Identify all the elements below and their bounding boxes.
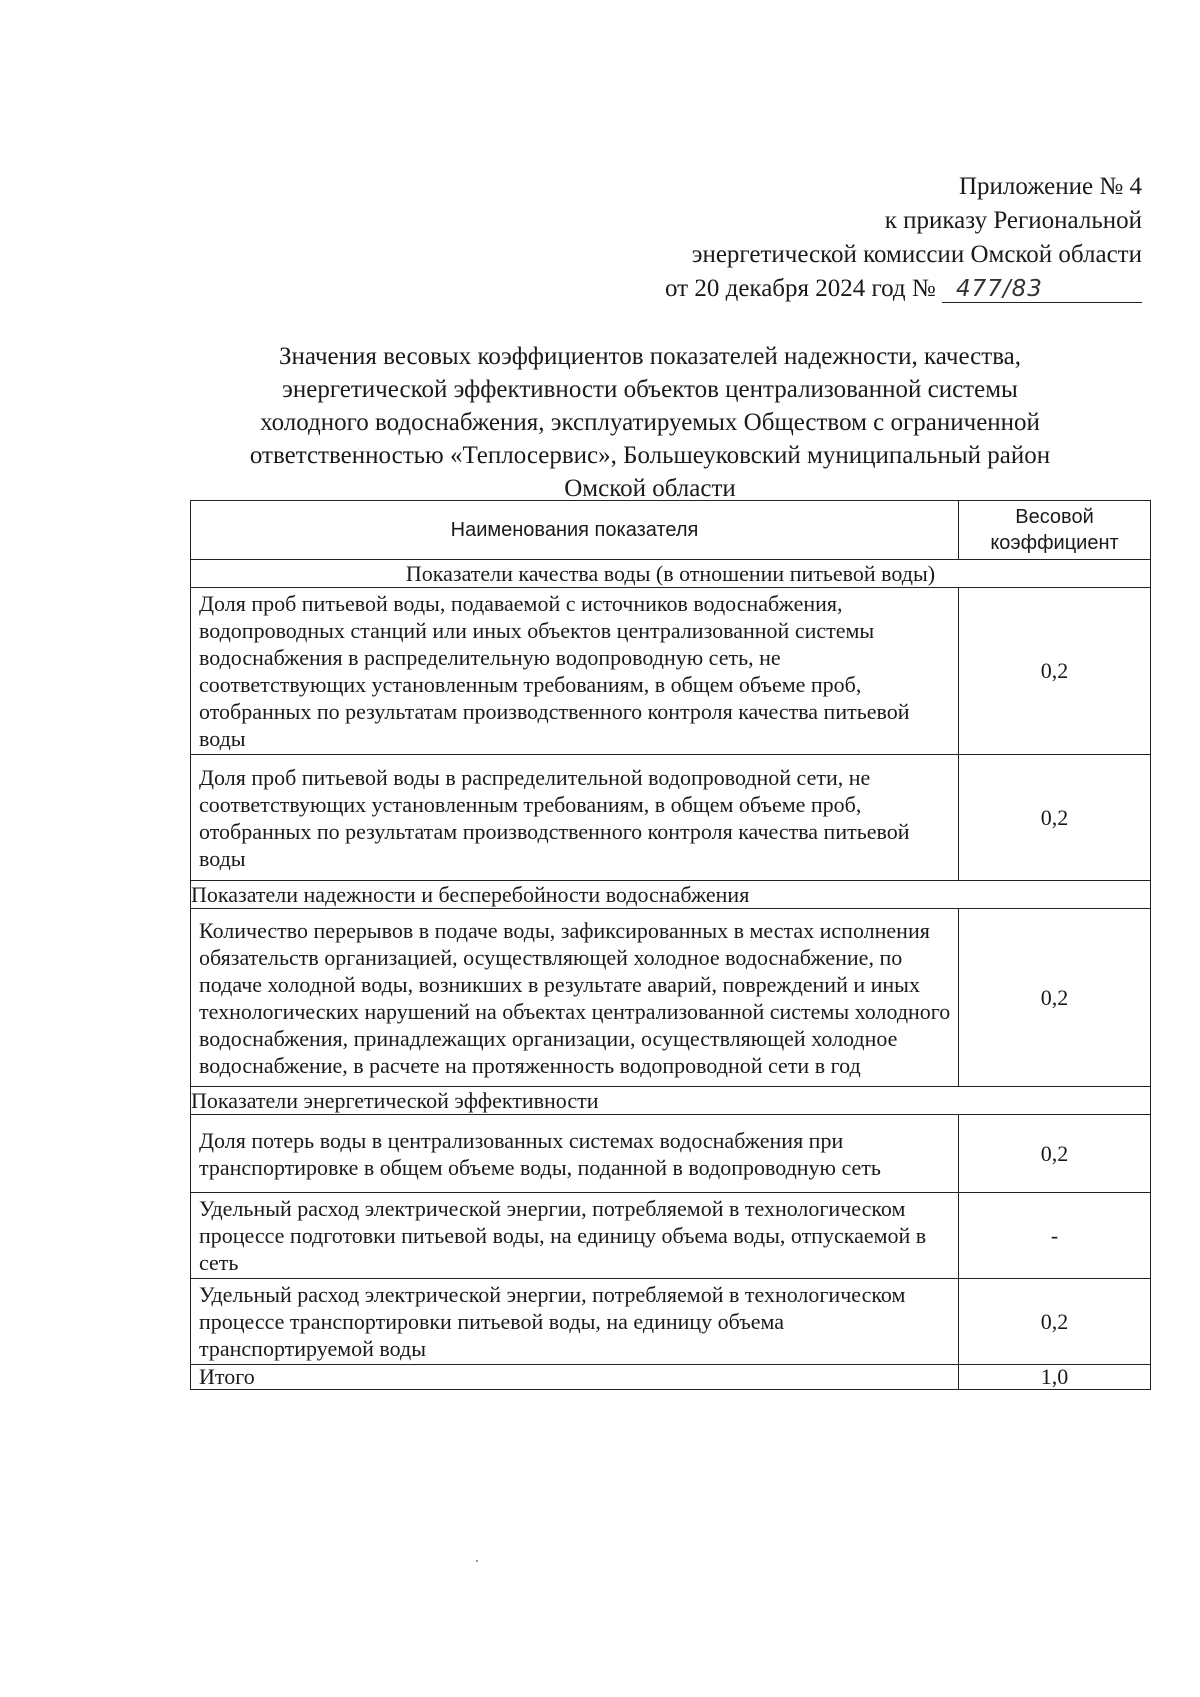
indicator-weight: -	[959, 1193, 1151, 1279]
section-row-reliability	[191, 881, 1151, 909]
section-title: Показатели надежности и бесперебойности водоснабжения	[191, 881, 1151, 909]
table-row	[191, 588, 1151, 755]
weights-table	[190, 500, 1151, 1390]
indicator-name: Доля потерь воды в централизованных системах водоснабжения при транспортировке в общем объеме воды, поданной в водопроводную сеть	[191, 1115, 959, 1193]
title-line-4: ответственностью «Теплосервис», Большеуковский муниципальный район	[249, 442, 1051, 469]
indicator-weight: 0,2	[959, 1115, 1151, 1193]
title-line-5: Омской области	[564, 475, 736, 502]
total-row	[191, 1365, 1151, 1390]
column-header-weight: Весовой коэффициент	[959, 501, 1151, 560]
indicator-weight: 0,2	[959, 588, 1151, 755]
indicator-weight: 0,2	[959, 1279, 1151, 1365]
indicator-name: Количество перерывов в подаче воды, зафиксированных в местах исполнения обязательств организацией, осуществляющей холодное водоснабжение, по подаче холодной воды, возникших в результате аварий, повреждений и иных технологических нарушений на объектах централизованной системы холодного водоснабжения, принадлежащих организации, осуществляющей холодное водоснабжение, в расчете на протяженность водопроводной сети в год	[191, 909, 959, 1087]
table-row	[191, 1193, 1151, 1279]
section-row-energy-efficiency	[191, 1087, 1151, 1115]
indicator-name: Доля проб питьевой воды в распределительной водопроводной сети, не соответствующих установленным требованиям, в общем объеме проб, отобранных по результатам производственного контроля качества питьевой воды	[191, 755, 959, 881]
indicator-weight: 0,2	[959, 909, 1151, 1087]
appendix-date-line	[582, 272, 1142, 306]
total-label: Итого	[191, 1365, 959, 1390]
table-row	[191, 1279, 1151, 1365]
table-header-row	[191, 501, 1151, 560]
title-line-1: Значения весовых коэффициентов показателей надежности, качества,	[278, 343, 1022, 370]
order-number-handwritten: 477/83	[942, 276, 1142, 303]
section-title: Показатели качества воды (в отношении питьевой воды)	[191, 560, 1151, 588]
appendix-number: Приложение № 4	[958, 173, 1142, 200]
document-title	[210, 340, 1090, 505]
scan-speck	[476, 1560, 478, 1562]
table-row	[191, 755, 1151, 881]
appendix-date: от 20 декабря 2024 год №	[665, 275, 936, 302]
table-row	[191, 909, 1151, 1087]
indicator-name: Удельный расход электрической энергии, потребляемой в технологическом процессе транспортировки питьевой воды, на единицу объема транспортируемой воды	[191, 1279, 959, 1365]
total-value: 1,0	[959, 1365, 1151, 1390]
indicator-name: Удельный расход электрической энергии, потребляемой в технологическом процессе подготовки питьевой воды, на единицу объема воды, отпускаемой в сеть	[191, 1193, 959, 1279]
section-title: Показатели энергетической эффективности	[191, 1087, 1151, 1115]
title-line-2: энергетической эффективности объектов централизованной системы	[282, 376, 1018, 403]
appendix-header	[582, 170, 1142, 306]
column-header-name: Наименования показателя	[191, 501, 959, 560]
title-line-3: холодного водоснабжения, эксплуатируемых Обществом с ограниченной	[260, 409, 1040, 436]
section-row-water-quality	[191, 560, 1151, 588]
appendix-commission: энергетической комиссии Омской области	[691, 241, 1142, 268]
table-row	[191, 1115, 1151, 1193]
appendix-order-ref: к приказу Региональной	[884, 207, 1142, 234]
indicator-weight: 0,2	[959, 755, 1151, 881]
indicator-name: Доля проб питьевой воды, подаваемой с источников водоснабжения, водопроводных станций или иных объектов централизованной системы водоснабжения в распределительную водопроводную сеть, не соответствующих установленным требованиям, в общем объеме проб, отобранных по результатам производственного контроля качества питьевой воды	[191, 588, 959, 755]
